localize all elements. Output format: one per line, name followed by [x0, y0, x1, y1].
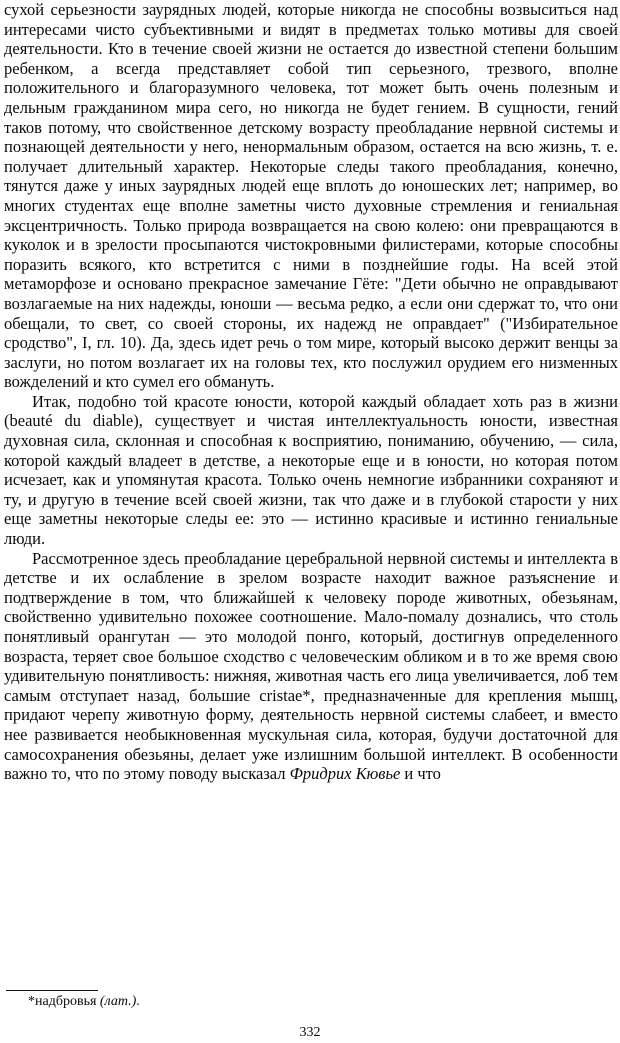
paragraph-3-text: Рассмотренное здесь преобладание церебральной нервной системы и интеллекта в детстве и их ослабление в зрелом возрасте находит важное разъяснение и подтверждение в том, что ближайшей к человеку породе животных, обезьянам, свойственно удивительно похожее соотношение. Мало-помалу дознались, что столь понятливый орангутан — это молодой понго, который, достигнув определенного возраста, теряет свое большое сходство с человеческим обликом и в то же время свою удивительную понятливость: нижняя, животная часть его лица увеличивается, лоб тем самым отступает назад, большие cristae*, предназначенные для крепления мышц, придают черепу животную форму, деятельность нервной системы слабеет, и вместо нее развивается необыкновенная мускульная сила, которая, будучи достаточной для самосохранения обезьяны, делает уже излишним большой интеллект. В особенности важно то, что по этому поводу высказал [4, 548, 618, 784]
footnote-text: *надбровья [28, 994, 100, 1009]
paragraph-2: Итак, подобно той красоте юности, которой каждый обладает хоть раз в жизни (beauté du diable), существует и чистая интеллектуальность юности, известная духовная сила, склонная и способная к восприятию, пониманию, обучению, — сила, которой каждый владеет в детстве, а некоторые еще и в юности, но которая потом исчезает, как и упомянутая красота. Только очень немногие избранники сохраняют и ту, и другую в течение всей своей жизни, так что даже и в глубокой старости у них еще заметны некоторые следы ее: это — истинно красивые и истинно гениальные люди. [4, 391, 618, 549]
paragraph-1: сухой серьезности заурядных людей, которые никогда не способны возвыситься над интересами чисто субъективными и видят в предметах только мотивы для своей деятельности. Кто в течение своей жизни не остается до известной степени большим ребенком, а всегда представляет собой тип серьезного, трезвого, вполне положительного и благоразумного человека, тот может быть очень полезным и дельным гражданином мира сего, но никогда не будет гением. В сущности, гений таков потому, что свойственное детскому возрасту преобладание нервной системы и познающей деятельности у него, ненормальным образом, остается на всю жизнь, т. е. получает длительный характер. Некоторые следы такого преобладания, конечно, тянутся даже у иных заурядных людей еще вплоть до юношеских лет; например, во многих студентах еще вполне заметны чисто духовные стремления и гениальная эксцентричность. Только природа возвращается на свою колею: они превращаются в куколок и в зрелости просыпаются чистокровными филистерами, которые способны поразить всякого, кто встретится с ними в позднейшие годы. На всей этой метаморфозе и основано прекрасное замечание Гёте: "Дети обычно не оправдывают возлагаемые на них надежды, юноши — весьма редко, а если они сдержат то, что они обещали, то свет, со своей стороны, их надежд не оправдает" ("Избирательное сродство", I, гл. 10). Да, здесь идет речь о том мире, который высоко держит венцы за заслуги, но потом возлагает их на головы тех, кто послужил орудием его низменных вожделений и кто сумел его обмануть. [4, 0, 618, 392]
footnote-divider [6, 990, 98, 991]
paragraph-3-end: и что [400, 764, 441, 784]
footnote-tail: . [136, 994, 140, 1009]
page-number: 332 [299, 1025, 321, 1040]
footnote-italic: (лат.) [99, 994, 137, 1009]
footnote [28, 994, 140, 1010]
paragraph-3-italic-name: Фридрих Кювье [289, 764, 401, 784]
paragraph-3 [4, 549, 618, 784]
